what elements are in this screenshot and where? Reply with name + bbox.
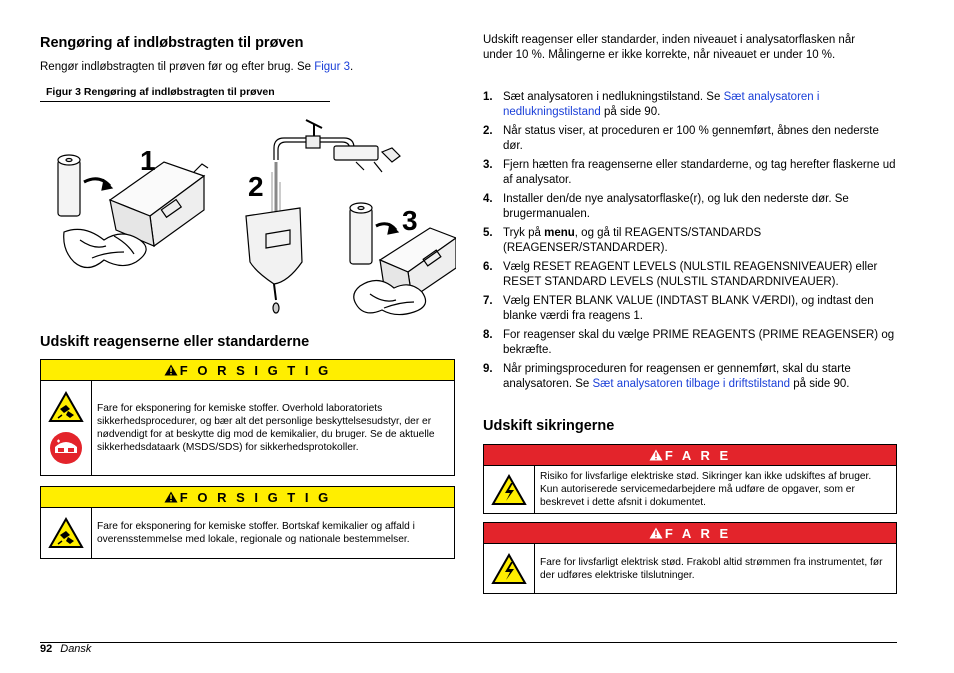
danger-text: Risiko for livsfarlige elektriske stød. Sikringer kan ikke udskiftes af bruger. Kun autoriserede servicemedarbejdere må udføre de opgaver, som er beskrevet i dette afsnit i dokumentet. xyxy=(540,471,872,508)
heading-replace-reagents: Udskift reagenserne eller standarderne xyxy=(40,334,310,350)
procedure-steps xyxy=(483,90,897,391)
danger-box-disconnect-power xyxy=(483,522,897,594)
page-number: 92 xyxy=(40,643,53,655)
electrical-hazard-icon xyxy=(491,553,527,585)
caution-text: Fare for eksponering for kemiske stoffer. Bortskaf kemikalier og affald i overensstemmelse med lokale, regionale og nationale bestemmelser. xyxy=(97,521,415,545)
clean-funnel-paragraph: Rengør indløbstragten til prøven før og efter brug. Se Figur 3. xyxy=(40,61,354,73)
danger-header: F A R E xyxy=(484,445,896,466)
list-item: 2. Når status viser, at proceduren er 100 % gennemført, åbnes den nederste dør. xyxy=(483,125,879,152)
step-number-2: 2 xyxy=(248,171,264,202)
list-item: 9. Når primingsproceduren for reagensen er gennemført, skal du starte analysatoren. Se Sæt analysatoren tilbage i driftstilstand på side 90. xyxy=(483,363,851,390)
warning-triangle-icon xyxy=(649,449,663,461)
intro-paragraph: Udskift reagenser eller standarder, inden niveauet i analysatorflasken når under 10 %. Målingerne er ikke korrekte, når niveauet er under 10 %. xyxy=(483,34,856,61)
step-number-1: 1 xyxy=(140,145,156,176)
footer-rule xyxy=(40,642,897,643)
caution-header: F O R S I G T I G xyxy=(41,487,454,508)
list-item: 5. Tryk på menu, og gå til REAGENTS/STANDARDS (REAGENSER/STANDARDER). xyxy=(483,227,762,254)
list-item: 3. Fjern hætten fra reagenserne eller standarderne, og tag herefter flaskerne ud af analysator. xyxy=(483,159,896,186)
footer-language: Dansk xyxy=(60,643,92,655)
list-item: 4. Installer den/de nye analysatorflaske(r), og luk den nederste dør. Se brugermanualen. xyxy=(483,193,849,220)
caution-box-chemical-disposal xyxy=(40,486,455,559)
chemical-hazard-icon xyxy=(48,517,84,549)
danger-header: F A R E xyxy=(484,523,896,544)
warning-triangle-icon xyxy=(164,364,178,376)
list-item: 7. Vælg ENTER BLANK VALUE (INDTAST BLANK VÆRDI), og indtast den blanke værdi fra reagens 1. xyxy=(483,295,874,322)
list-item: 6. Vælg RESET REAGENT LEVELS (NULSTIL REAGENSNIVEAUER) eller RESET STANDARD LEVELS (NULSTIL STANDARDNIVEAUER). xyxy=(483,261,878,288)
step-number-3: 3 xyxy=(402,205,418,236)
warning-triangle-icon xyxy=(649,527,663,539)
list-item: 1. Sæt analysatoren i nedlukningstilstand. Se Sæt analysatoren i nedlukningstilstand på side 90. xyxy=(483,91,820,118)
heading-clean-funnel: Rengøring af indløbstragten til prøven xyxy=(40,35,304,51)
danger-box-fuses xyxy=(483,444,897,514)
warning-triangle-icon xyxy=(164,491,178,503)
chemical-hazard-icon xyxy=(48,391,84,423)
funnel-cleaning-illustration xyxy=(44,112,456,320)
figure-3-link[interactable]: Figur 3 xyxy=(314,61,350,73)
danger-text: Fare for livsfarligt elektrisk stød. Frakobl altid strømmen fra instrumentet, før der udføres elektriske tilslutninger. xyxy=(540,556,883,581)
shutdown-mode-link[interactable]: Sæt analysatoren i nedlukningstilstand xyxy=(503,91,820,118)
figure-caption-rule xyxy=(40,101,330,102)
caution-header: F O R S I G T I G xyxy=(41,360,454,381)
protective-equipment-icon xyxy=(49,431,83,465)
caution-text: Fare for eksponering for kemiske stoffer. Overhold laboratoriets sikkerhedsprocedurer, og bær alt det personlige beskyttelsesudstyr, der er nødvendigt for at beskytte dig mod de kemikalier, du bruger. Se de aktuelle sikkerhedsdataark (MSDS/SDS) for sikkerhedsprotokoller. xyxy=(97,403,435,453)
caution-box-chemical-ppe xyxy=(40,359,455,476)
electrical-hazard-icon xyxy=(491,474,527,506)
return-to-operation-link[interactable]: Sæt analysatoren tilbage i driftstilstand xyxy=(592,377,791,390)
page-footer xyxy=(40,643,91,655)
list-item: 8. For reagenser skal du vælge PRIME REAGENTS (PRIME REAGENSER) og bekræfte. xyxy=(483,329,895,356)
figure-caption: Figur 3 Rengøring af indløbstragten til prøven xyxy=(46,86,275,98)
heading-replace-fuses: Udskift sikringerne xyxy=(483,418,615,434)
